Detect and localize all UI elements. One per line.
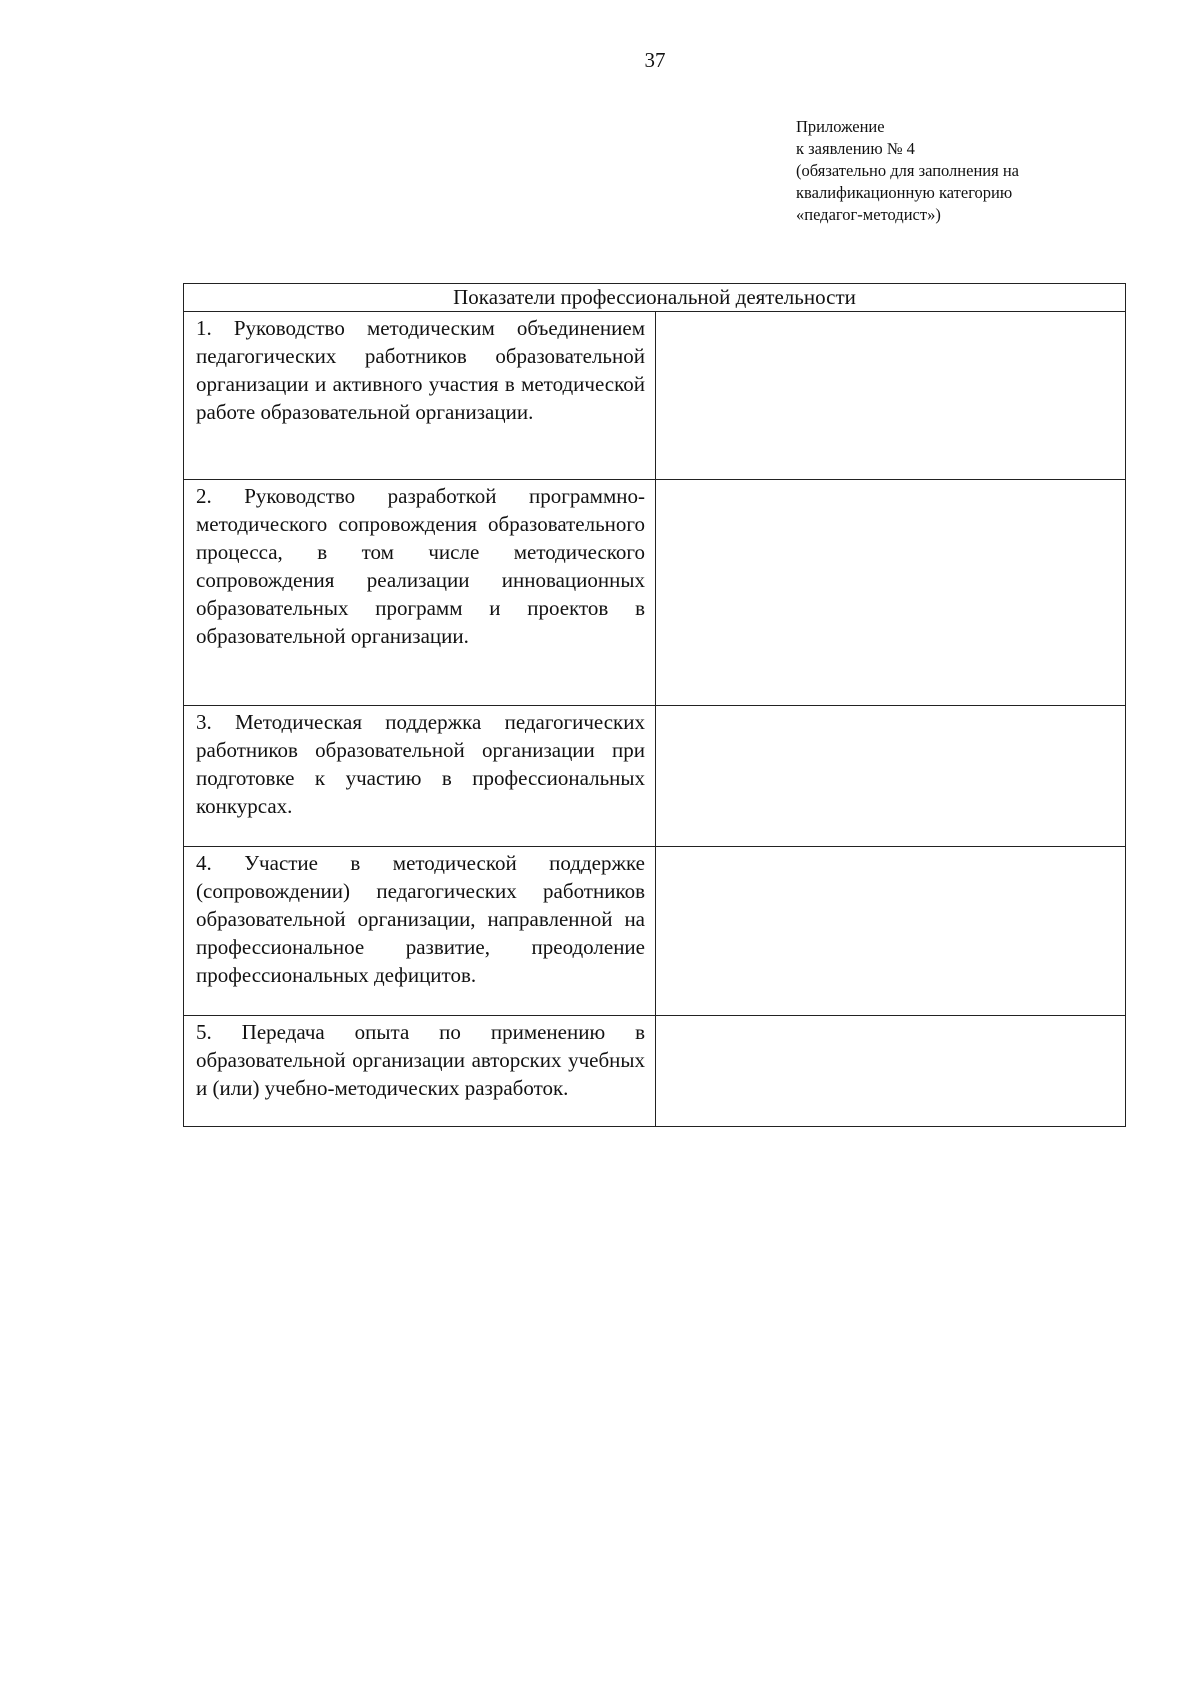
appendix-line: «педагог-методист»): [796, 205, 941, 224]
indicator-text: 2. Руководство разработкой программно-методического сопровождения образовательного процесса, в том числе методического сопровождения реализации инновационных образовательных программ и проектов в образовательной организации.: [196, 484, 645, 648]
table-header-row: [184, 284, 1126, 312]
answer-text: [656, 312, 1125, 314]
appendix-note: [796, 116, 1126, 226]
table-row: [184, 706, 1126, 847]
table-row: [184, 480, 1126, 706]
page-number: 37: [644, 48, 666, 72]
indicator-text: 1. Руководство методическим объединением педагогических работников образовательной организации и активного участия в методической работе образовательной организации.: [196, 316, 645, 424]
indicator-text: 4. Участие в методической поддержке (сопровождении) педагогических работников образовательной организации, направленной на профессиональное развитие, преодоление профессиональных дефицитов.: [196, 851, 645, 987]
appendix-line: Приложение: [796, 117, 885, 136]
answer-cell[interactable]: [656, 480, 1126, 706]
indicator-cell: [184, 847, 656, 1016]
table-row: [184, 312, 1126, 480]
table-row: [184, 1016, 1126, 1127]
answer-text: [656, 706, 1125, 708]
appendix-line: квалификационную категорию: [796, 183, 1013, 202]
indicator-text: 3. Методическая поддержка педагогических работников образовательной организации при подготовке к участию в профессиональных конкурсах.: [196, 710, 645, 818]
answer-text: [656, 480, 1125, 482]
indicator-cell: [184, 1016, 656, 1127]
indicator-cell: [184, 312, 656, 480]
indicators-table: [183, 283, 1126, 1127]
answer-cell[interactable]: [656, 1016, 1126, 1127]
indicator-cell: [184, 480, 656, 706]
answer-cell[interactable]: [656, 847, 1126, 1016]
answer-text: [656, 1016, 1125, 1018]
answer-cell[interactable]: [656, 706, 1126, 847]
answer-text: [656, 847, 1125, 849]
indicator-text: 5. Передача опыта по применению в образовательной организации авторских учебных и (или) учебно-методических разработок.: [196, 1020, 645, 1100]
answer-cell[interactable]: [656, 312, 1126, 480]
appendix-line: к заявлению № 4: [796, 139, 915, 158]
appendix-line: (обязательно для заполнения на: [796, 161, 1019, 180]
indicator-cell: [184, 706, 656, 847]
table-row: [184, 847, 1126, 1016]
table-header: Показатели профессиональной деятельности: [184, 284, 1126, 312]
